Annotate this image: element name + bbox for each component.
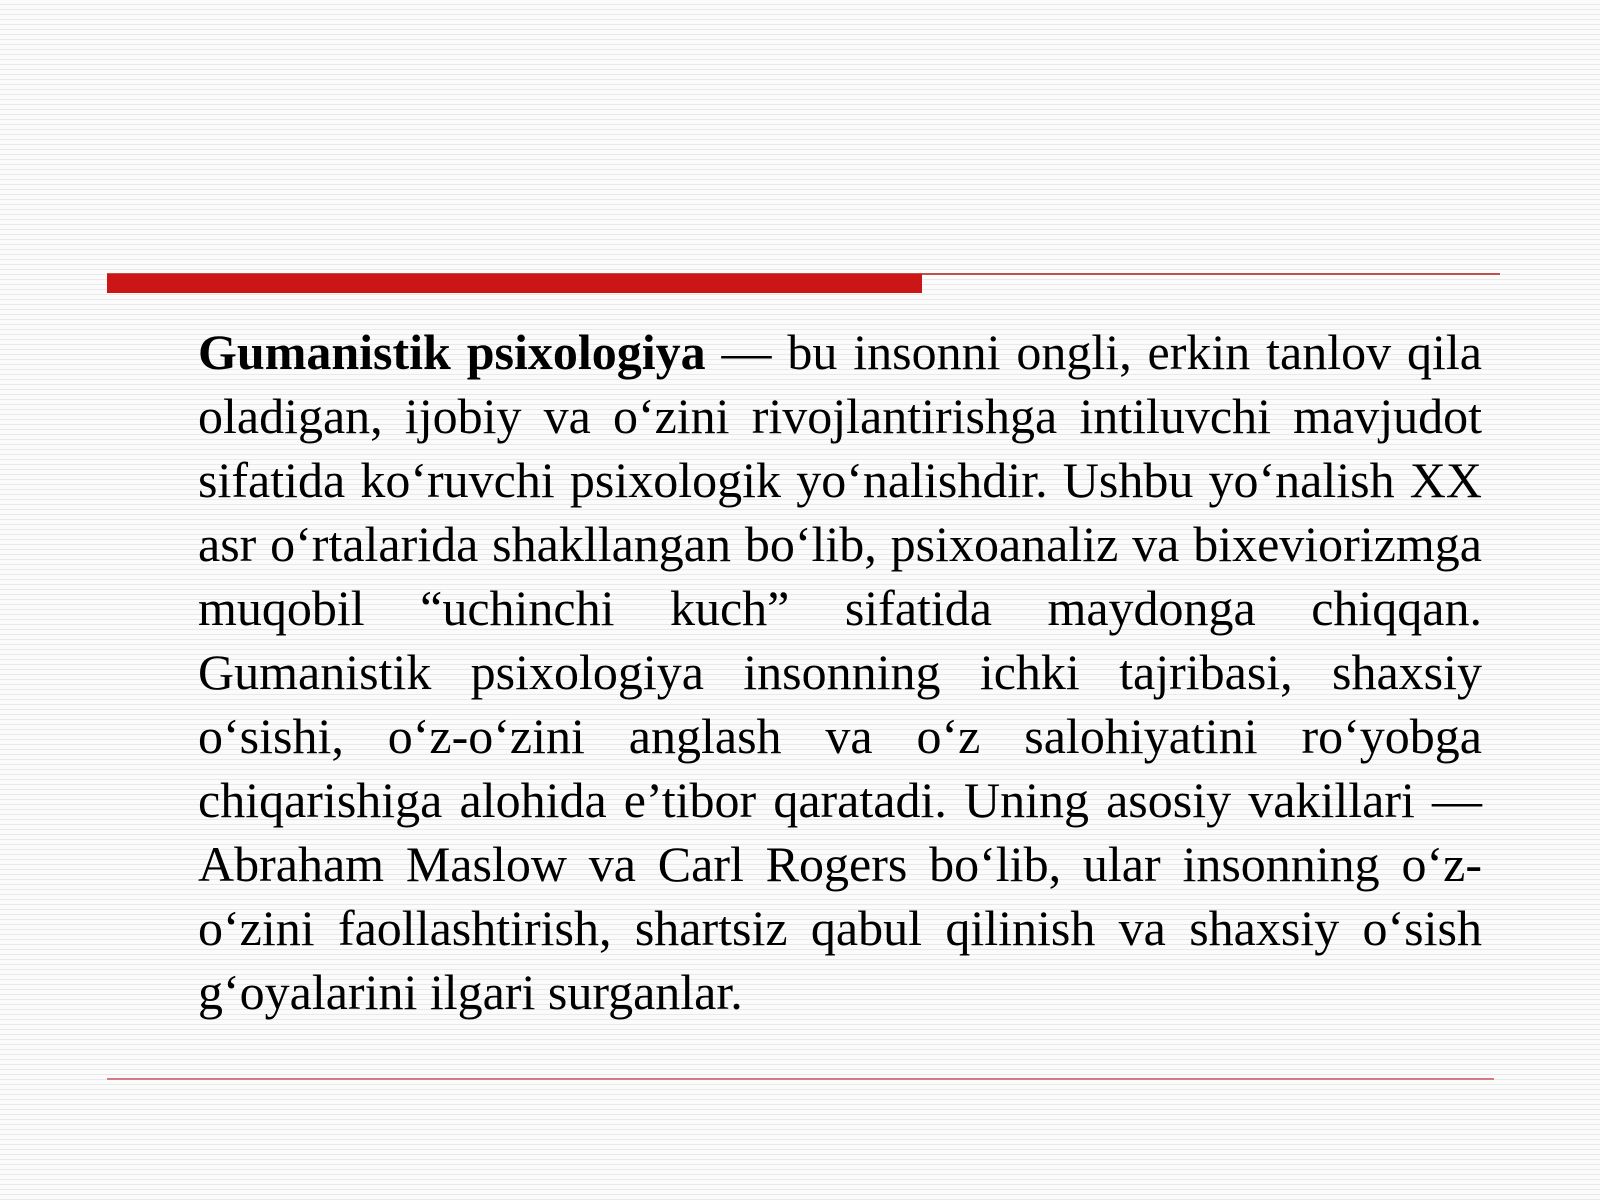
title-accent-bar — [107, 274, 922, 293]
term-heading: Gumanistik psixologiya — [198, 324, 706, 380]
definition-paragraph — [198, 320, 1482, 1024]
bottom-divider-line — [107, 1078, 1494, 1080]
definition-text: — bu insonni ongli, erkin tanlov qila oladigan, ijobiy va o‘zini rivojlantirishga intiluvchi mavjudot sifatida ko‘ruvchi psixologik yo‘nalishdir. Ushbu yo‘nalish XX asr o‘rtalarida shakllangan bo‘lib, psixoanaliz va bixeviorizmga muqobil “uchinchi kuch” sifatida maydonga chiqqan. Gumanistik psixologiya insonning ichki tajribasi, shaxsiy o‘sishi, o‘z-o‘zini anglash va o‘z salohiyatini ro‘yobga chiqarishiga alohida e’tibor qaratadi. Uning asosiy vakillari — Abraham Maslow va Carl Rogers bo‘lib, ular insonning o‘z-o‘zini faollashtirish, shartsiz qabul qilinish va shaxsiy o‘sish g‘oyalarini ilgari surganlar. — [198, 324, 1482, 1020]
